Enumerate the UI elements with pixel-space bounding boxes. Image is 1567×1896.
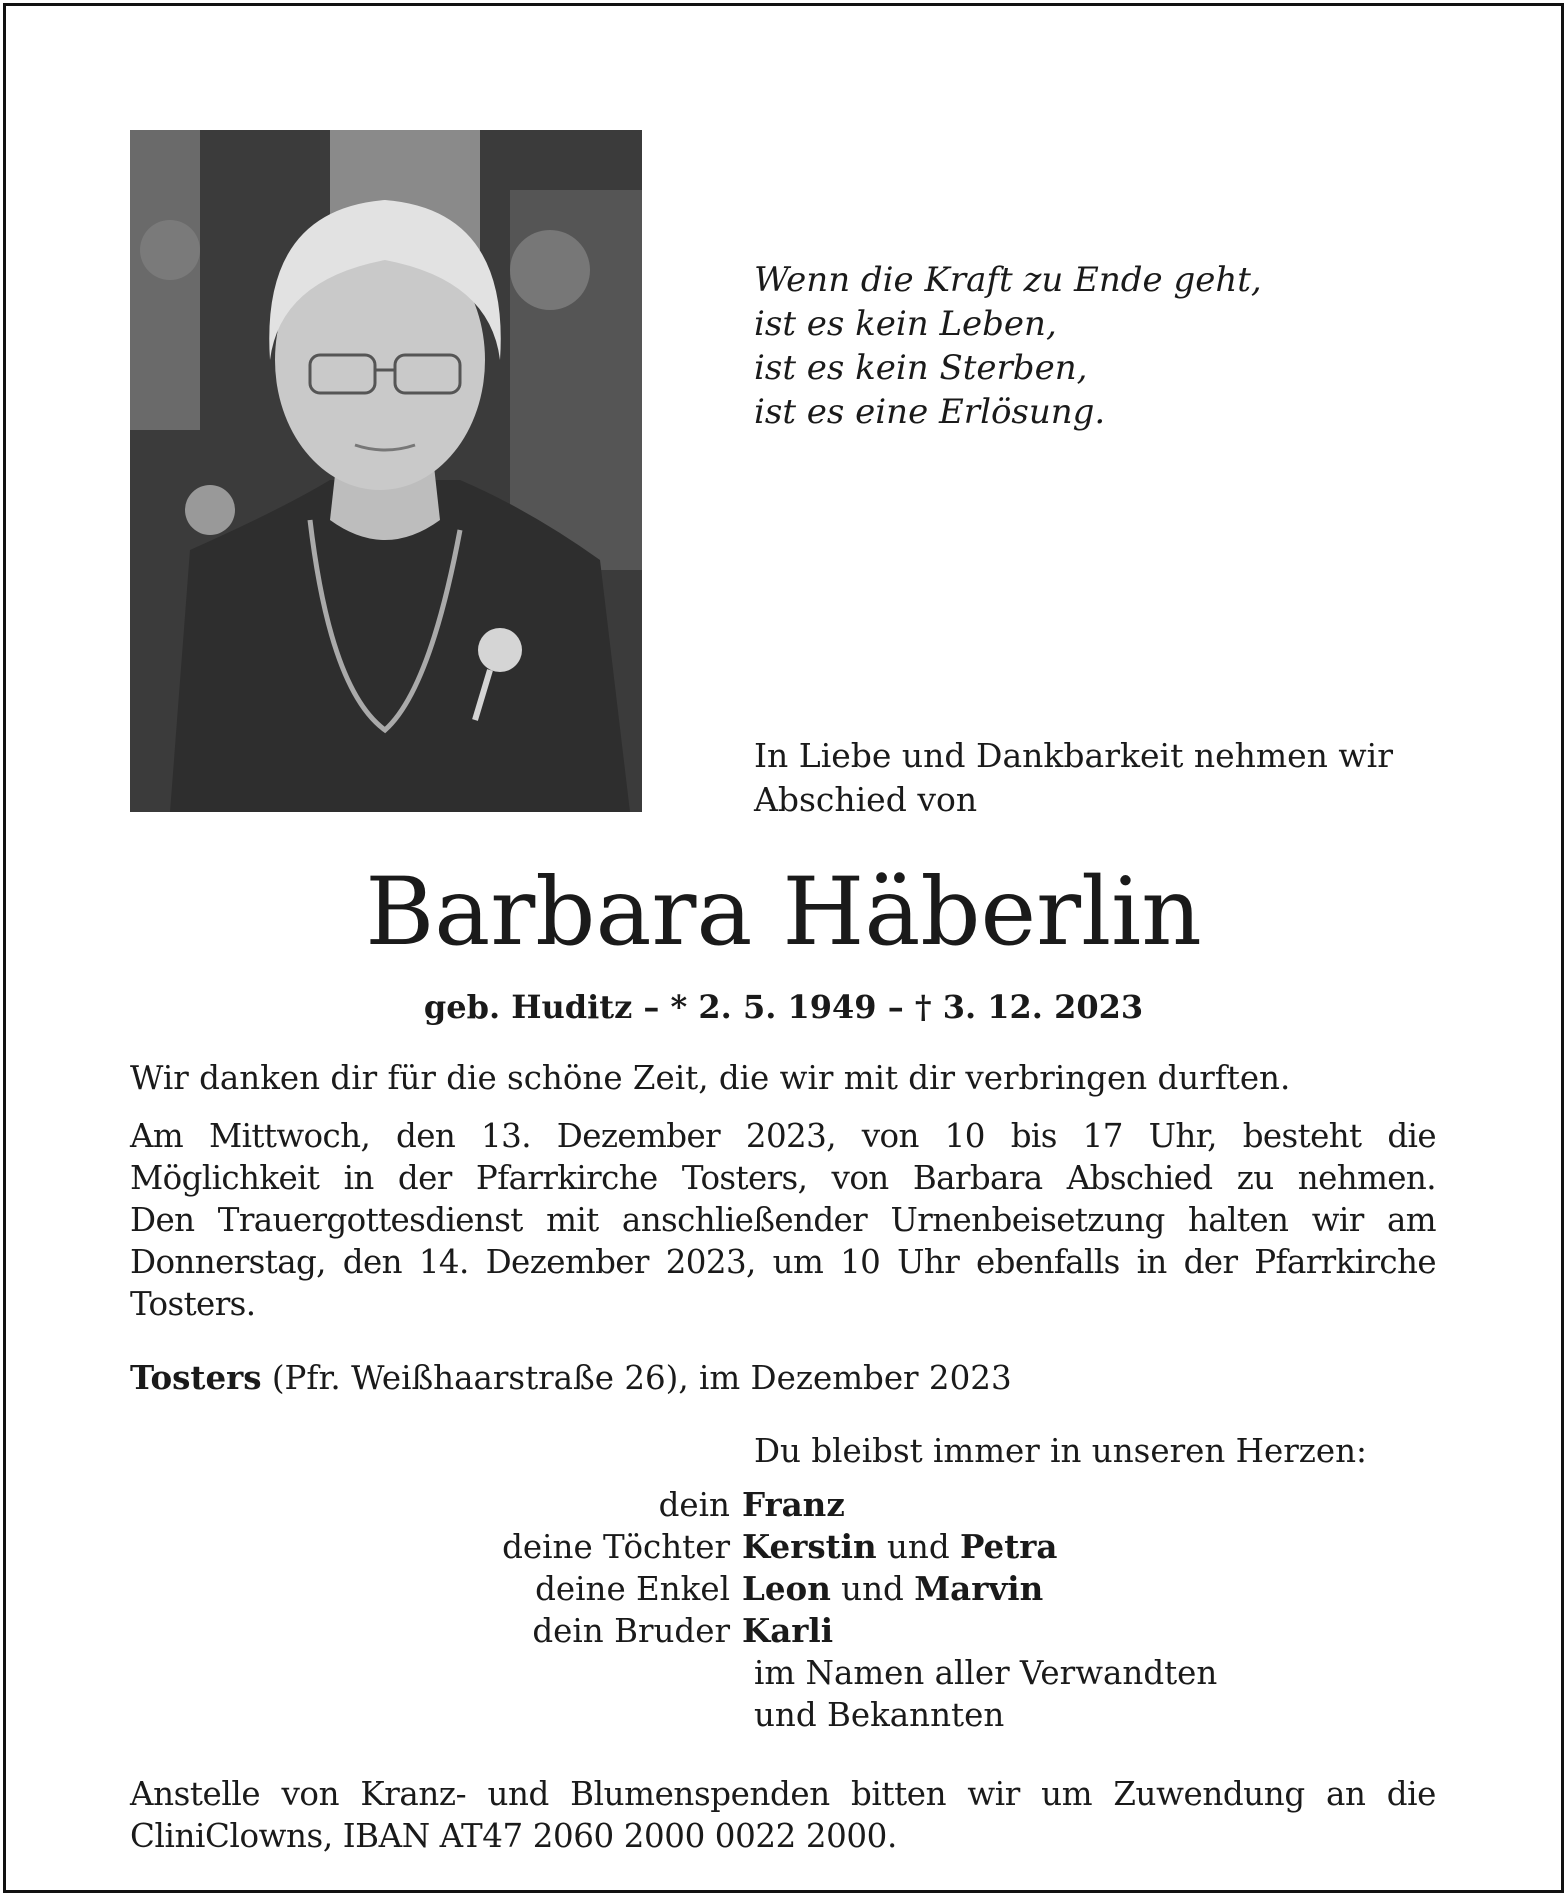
family-names (742, 1610, 833, 1652)
paragraph-line: Am Mittwoch, den 13. Dezember 2023, von 10 bis 17 Uhr, besteht die (130, 1117, 1436, 1155)
family-relation: dein (658, 1486, 730, 1524)
paragraph-line: Tosters. (130, 1285, 256, 1323)
poem-line: Wenn die Kraft zu Ende geht, (754, 260, 1262, 300)
family-row (300, 1484, 1217, 1526)
family-names (742, 1484, 845, 1526)
family-names (742, 1568, 1043, 1610)
family-relation: deine Töchter (502, 1528, 730, 1566)
family-name: Karli (742, 1611, 834, 1650)
closing-line: Du bleibst immer in unseren Herzen: (754, 1432, 1367, 1470)
poem-line: ist es kein Sterben, (754, 348, 1088, 388)
family-name: Kerstin (742, 1527, 877, 1566)
family-conj: und (876, 1528, 960, 1566)
family-name: Leon (742, 1569, 831, 1608)
donation-line: CliniClowns, IBAN AT47 2060 2000 0022 2000. (130, 1817, 897, 1855)
ceremony-paragraph (130, 1115, 1436, 1325)
intro-text: In Liebe und Dankbarkeit nehmen wir Abschied von (754, 736, 1394, 819)
place-rest: (Pfr. Weißhaarstraße 26), im Dezember 2023 (261, 1359, 1012, 1397)
donation-note (130, 1773, 1436, 1857)
family-name: Marvin (914, 1569, 1044, 1608)
place-town: Tosters (130, 1358, 262, 1397)
portrait-image (130, 130, 642, 812)
family-relation: deine Enkel (535, 1570, 730, 1608)
family-conj: und (830, 1570, 915, 1608)
poem (754, 258, 1262, 434)
family-row (300, 1610, 1217, 1652)
portrait-photo (130, 130, 642, 812)
place-date-line (130, 1357, 1012, 1399)
family-name: Franz (742, 1485, 845, 1524)
paragraph-line: Den Trauergottesdienst mit anschließender Urnenbeisetzung halten wir am (130, 1201, 1436, 1239)
family-relation: dein Bruder (532, 1612, 730, 1650)
deceased-name: Barbara Häberlin (365, 858, 1202, 967)
poem-line: ist es kein Leben, (754, 304, 1057, 344)
family-row (300, 1568, 1217, 1610)
thanks-text: Wir danken dir für die schöne Zeit, die wir mit dir verbringen durften. (130, 1059, 1291, 1097)
birth-death-dates: geb. Huditz – * 2. 5. 1949 – † 3. 12. 2023 (423, 988, 1144, 1026)
donation-line: Anstelle von Kranz- und Blumenspenden bitten wir um Zuwendung an die (130, 1775, 1436, 1813)
family-footer-line: und Bekannten (754, 1696, 1005, 1734)
family-names (742, 1526, 1057, 1568)
paragraph-line: Donnerstag, den 14. Dezember 2023, um 10 Uhr ebenfalls in der Pfarrkirche (130, 1243, 1436, 1281)
family-name: Petra (959, 1527, 1058, 1566)
family-footer-line: im Namen aller Verwandten (754, 1654, 1218, 1692)
family-list (300, 1484, 1217, 1736)
paragraph-line: Möglichkeit in der Pfarrkirche Tosters, von Barbara Abschied zu nehmen. (130, 1159, 1436, 1197)
family-row (300, 1526, 1217, 1568)
poem-line: ist es eine Erlösung. (754, 392, 1106, 432)
